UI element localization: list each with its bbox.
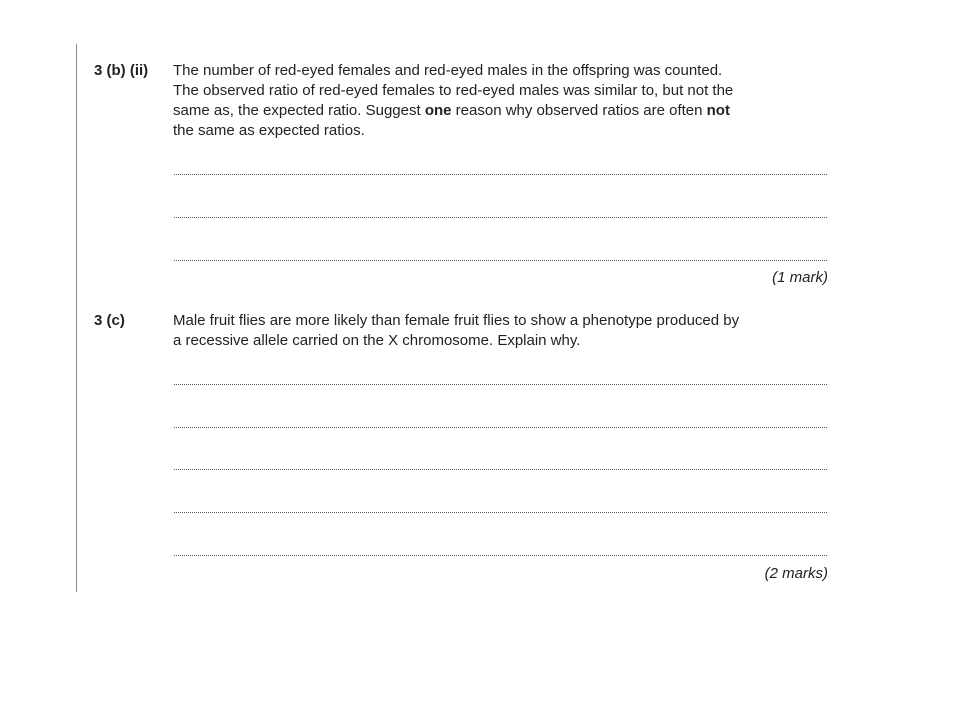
question-line: Male fruit flies are more likely than female fruit flies to show a phenotype produced by bbox=[173, 312, 740, 329]
answer-line[interactable] bbox=[174, 260, 827, 261]
question-number-3b-ii: 3 (b) (ii) bbox=[94, 62, 149, 79]
question-line: same as, the expected ratio. Suggest one reason why observed ratios are often not bbox=[173, 102, 730, 119]
question-line: a recessive allele carried on the X chromosome. Explain why. bbox=[173, 332, 581, 349]
answer-line[interactable] bbox=[174, 384, 827, 385]
answer-line[interactable] bbox=[174, 217, 827, 218]
answer-line[interactable] bbox=[174, 174, 827, 175]
question-number-3c: 3 (c) bbox=[94, 312, 125, 329]
question-text-3b-ii bbox=[173, 61, 833, 141]
answer-line[interactable] bbox=[174, 469, 827, 470]
question-text-3c bbox=[173, 311, 833, 351]
margin-rule bbox=[76, 44, 77, 592]
question-line: The number of red-eyed females and red-eyed males in the offspring was counted. bbox=[173, 62, 723, 79]
emphasis-not: not bbox=[706, 102, 730, 119]
emphasis-one: one bbox=[424, 102, 452, 119]
answer-line[interactable] bbox=[174, 512, 827, 513]
marks-label: (1 mark) bbox=[772, 269, 828, 286]
question-line: the same as expected ratios. bbox=[173, 122, 365, 139]
answer-line[interactable] bbox=[174, 555, 827, 556]
question-line: The observed ratio of red-eyed females to red-eyed males was similar to, but not the bbox=[173, 82, 734, 99]
marks-label: (2 marks) bbox=[764, 565, 828, 582]
answer-line[interactable] bbox=[174, 427, 827, 428]
